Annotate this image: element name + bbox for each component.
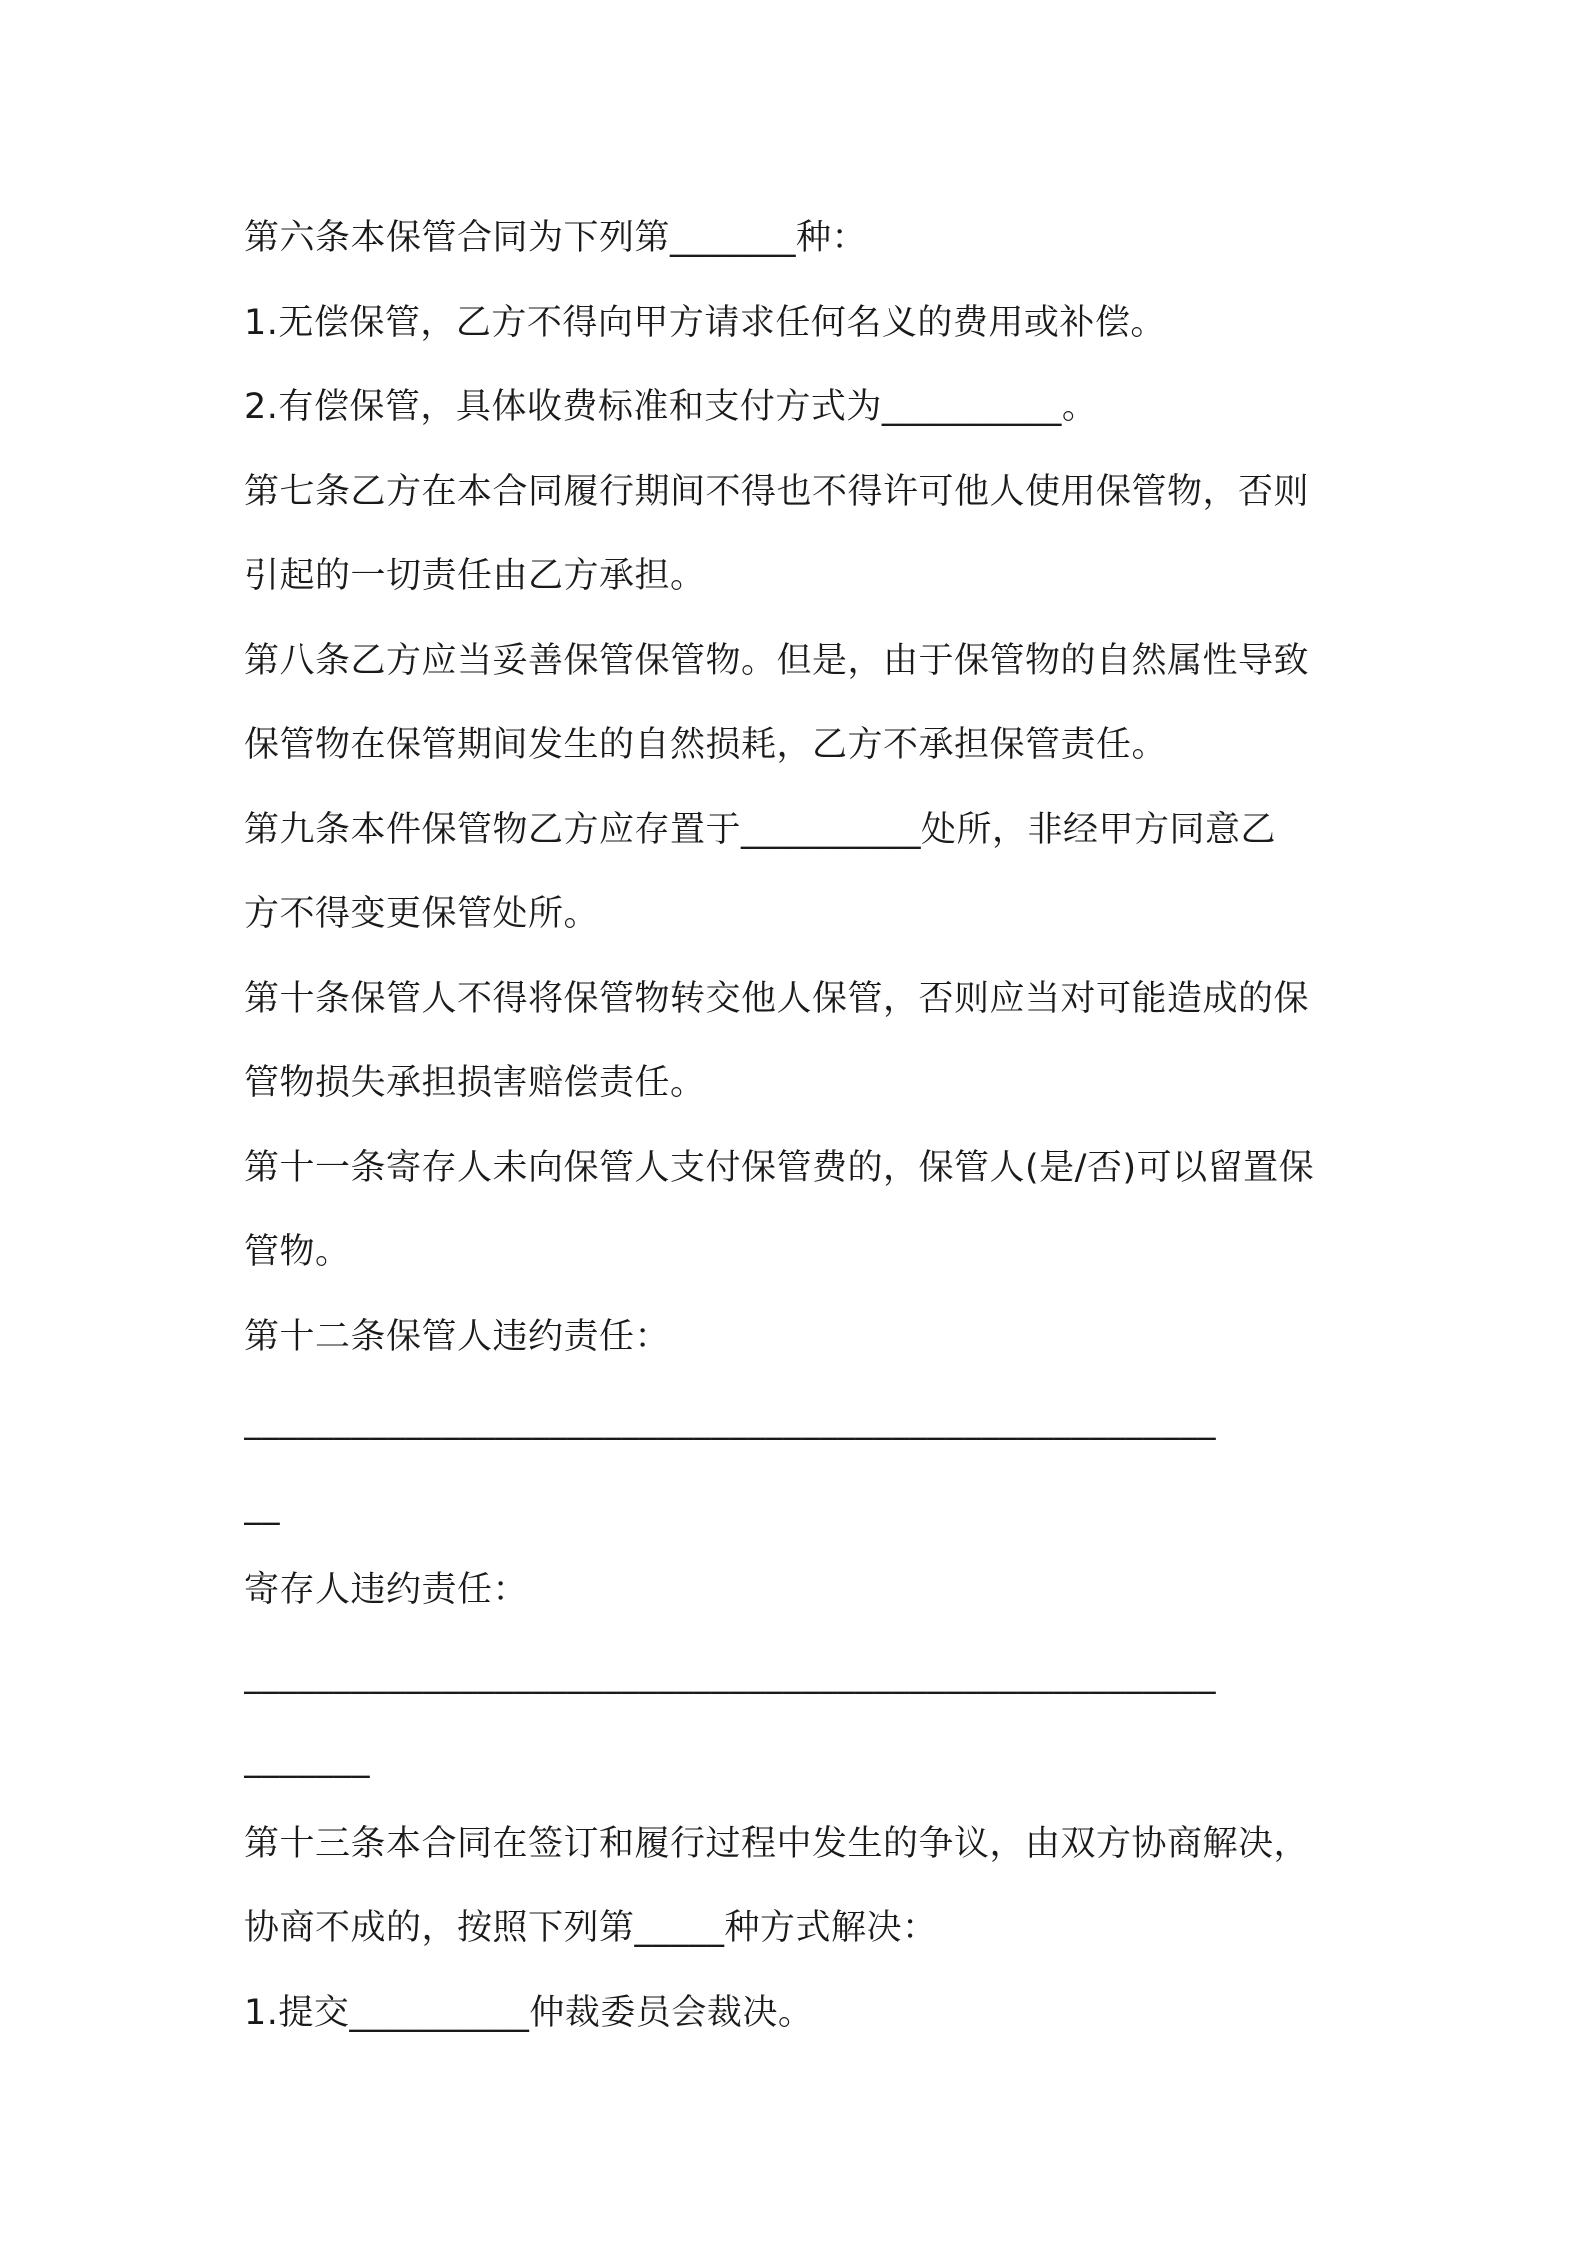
clause-9-line-2: 方不得变更保管处所。 xyxy=(244,894,600,934)
clause-7-line-1: 第七条乙方在本合同履行期间不得也不得许可他人使用保管物，否则 xyxy=(244,471,1310,512)
depositor-liability-blank-line-2: _______ xyxy=(244,1739,370,1779)
clause-12-title: 第十二条保管人违约责任： xyxy=(244,1316,671,1357)
clause-13-option-1: 1.提交__________仲裁委员会裁决。 xyxy=(244,1992,814,2033)
clause-10-line-1: 第十条保管人不得将保管物转交他人保管，否则应当对可能造成的保 xyxy=(244,978,1310,1019)
clause-11-line-1: 第十一条寄存人未向保管人支付保管费的，保管人(是/否)可以留置保 xyxy=(244,1147,1315,1188)
clause-8-line-1: 第八条乙方应当妥善保管保管物。但是，由于保管物的自然属性导致 xyxy=(244,640,1310,681)
clause-6-option-2: 2.有偿保管，具体收费标准和支付方式为__________。 xyxy=(244,387,1098,427)
clause-6-title: 第六条本保管合同为下列第_______种： xyxy=(244,218,868,258)
custodian-liability-blank-line-2: __ xyxy=(244,1485,280,1526)
depositor-liability-title: 寄存人违约责任： xyxy=(244,1570,529,1610)
clause-9-line-1: 第九条本件保管物乙方应存置于__________处所，非经甲方同意乙 xyxy=(244,809,1277,850)
custodian-liability-blank-line-1: ______________________________________________________ xyxy=(244,1401,1216,1441)
clause-13-line-1: 第十三条本合同在签订和履行过程中发生的争议，由双方协商解决， xyxy=(244,1823,1310,1864)
clause-7-line-2: 引起的一切责任由乙方承担。 xyxy=(244,556,706,596)
contract-body xyxy=(244,196,1364,2055)
clause-13-line-2: 协商不成的，按照下列第_____种方式解决： xyxy=(244,1908,938,1948)
clause-11-line-2: 管物。 xyxy=(244,1232,351,1272)
depositor-liability-blank-line-1: ______________________________________________________ xyxy=(244,1654,1216,1695)
clause-6-option-1: 1.无偿保管，乙方不得向甲方请求任何名义的费用或补偿。 xyxy=(244,302,1166,343)
clause-8-line-2: 保管物在保管期间发生的自然损耗，乙方不承担保管责任。 xyxy=(244,725,1168,765)
clause-10-line-2: 管物损失承担损害赔偿责任。 xyxy=(244,1063,706,1103)
